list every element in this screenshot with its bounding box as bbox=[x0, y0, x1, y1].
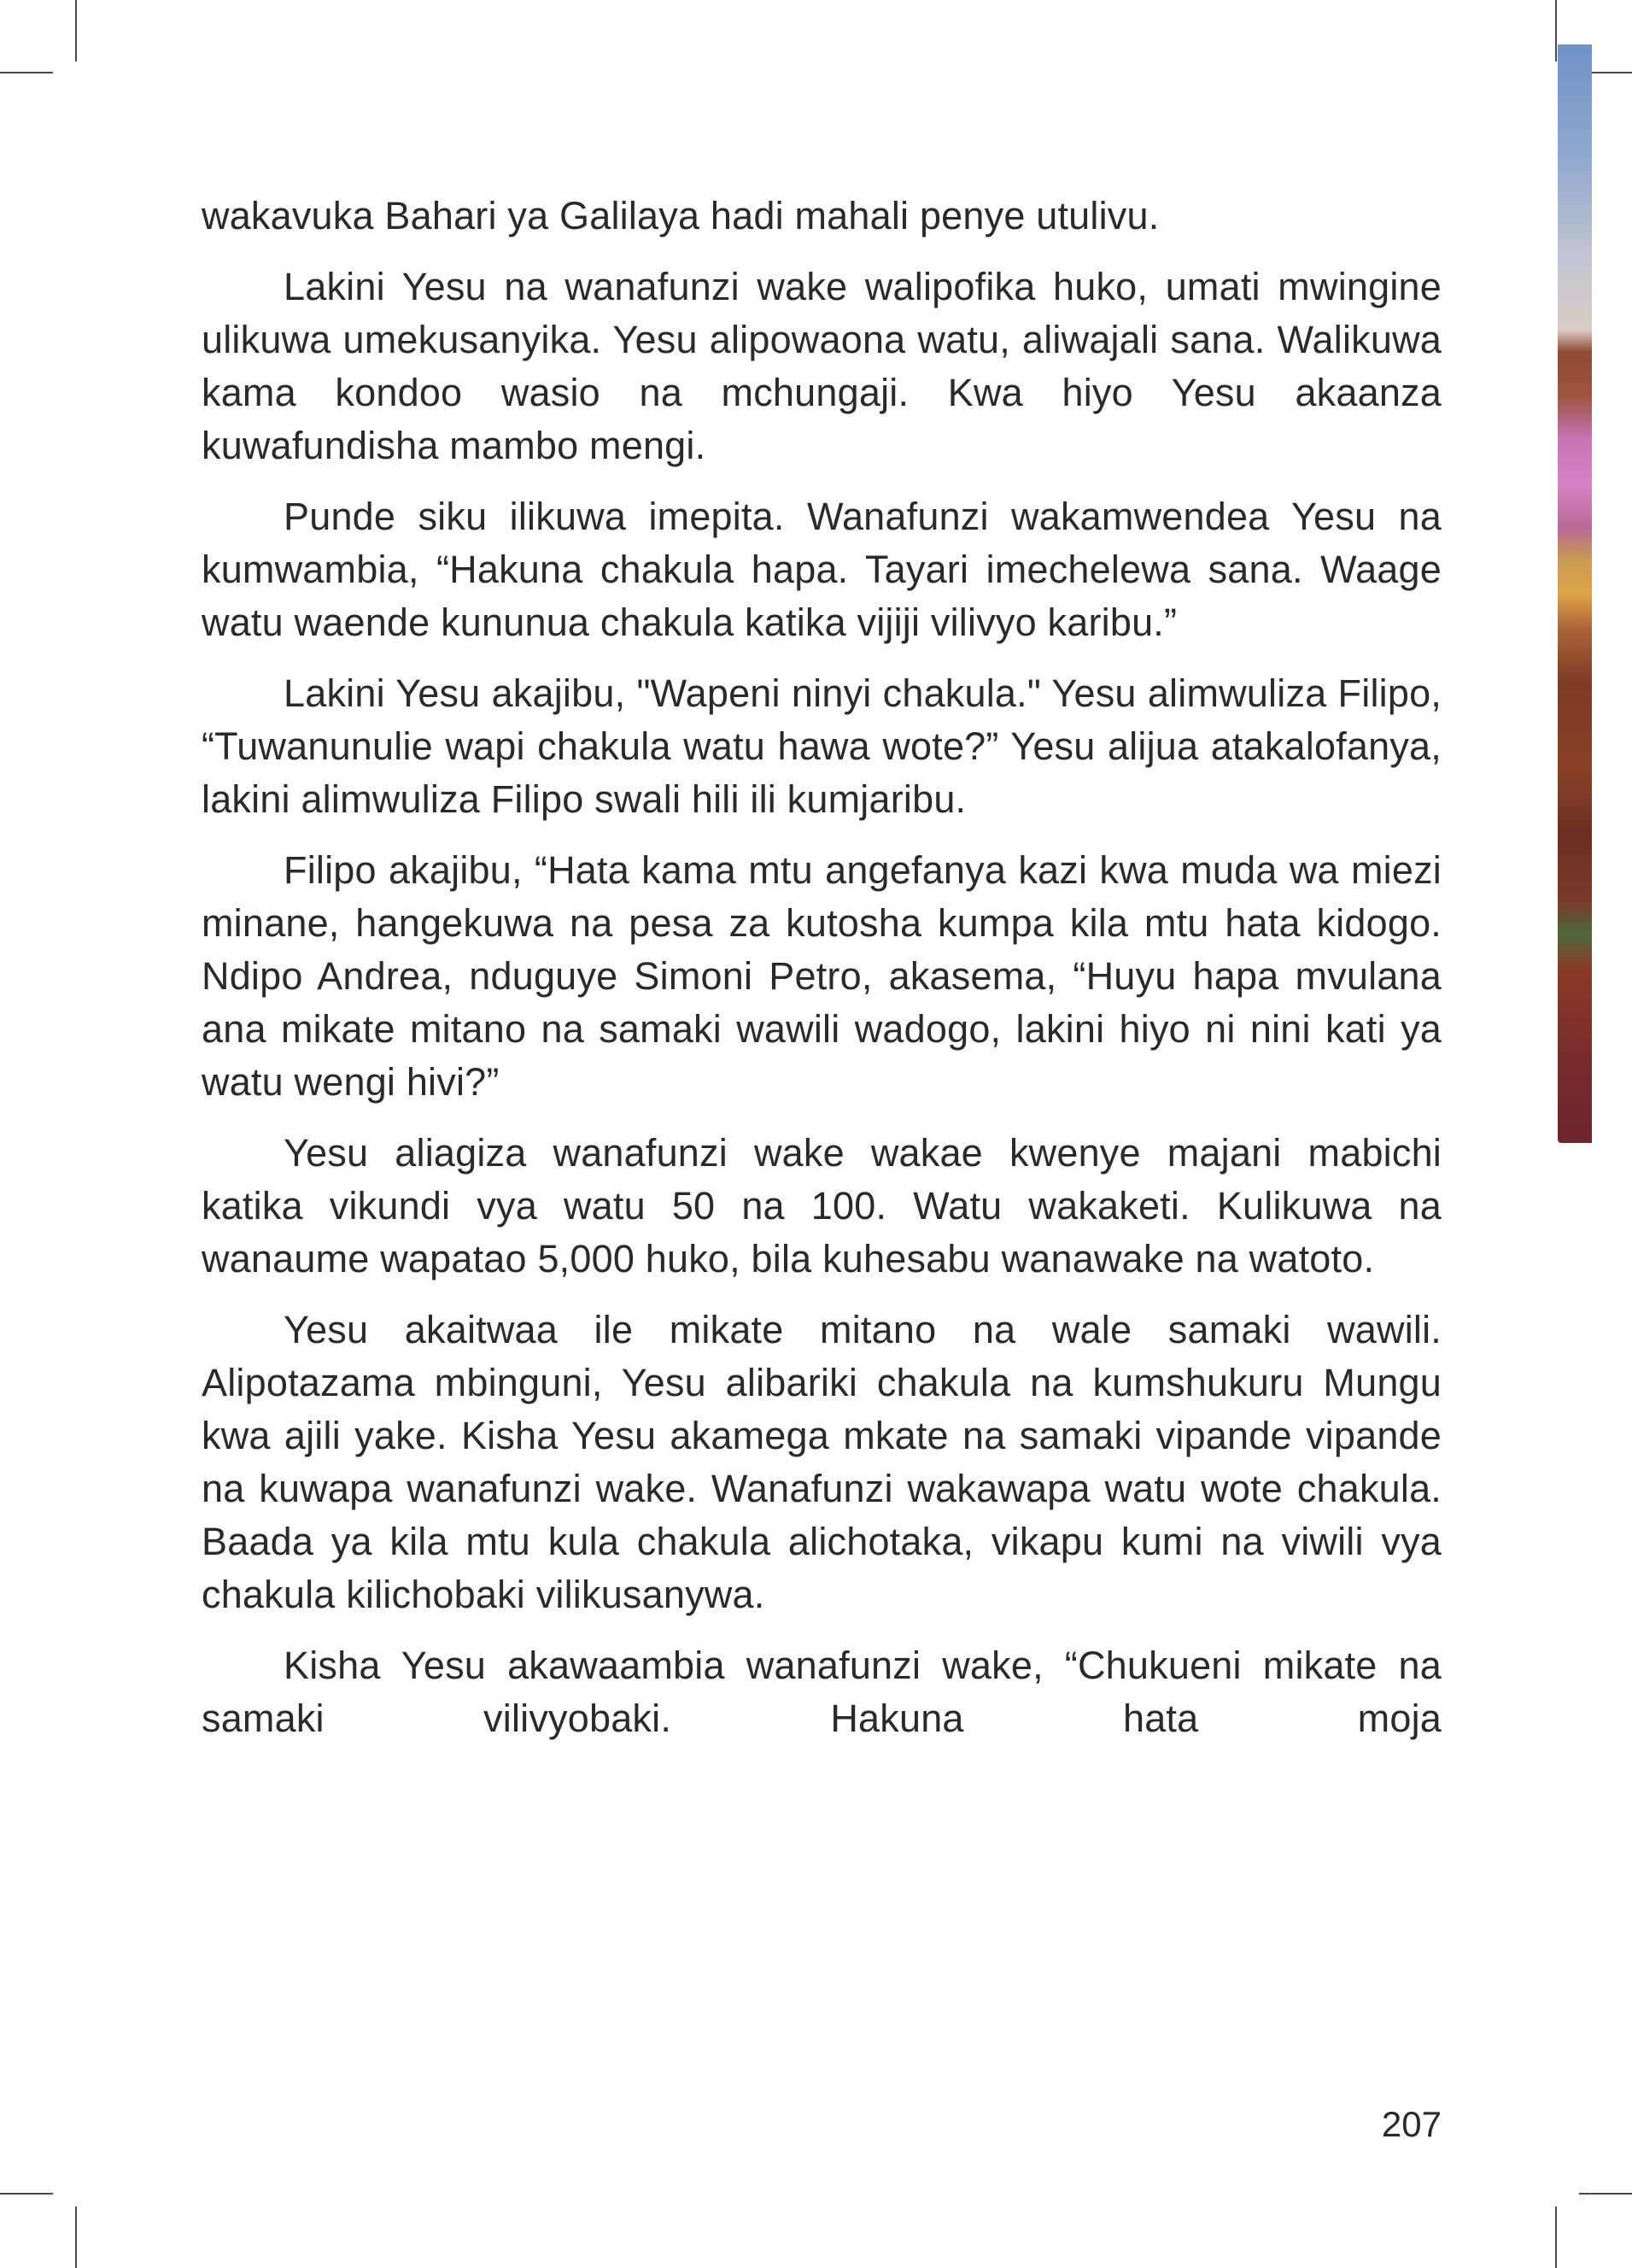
paragraph-5: Filipo akajibu, “Hata kama mtu angefanya kazi kwa muda wa miezi minane, hangekuwa na pesa za kutosha kumpa kila mtu hata kidogo. Ndipo Andrea, nduguye Simoni Petro, akasema, “Huyu hapa mvulana ana mikate mitano na samaki wawili wadogo, lakini hiyo ni nini kati ya watu wengi hivi?” bbox=[202, 848, 1442, 1104]
crop-mark-bottom-left-horizontal bbox=[0, 2193, 53, 2195]
page-body bbox=[202, 190, 1442, 1763]
crop-mark-bottom-right-vertical bbox=[1555, 2206, 1557, 2268]
crop-mark-top-right-vertical bbox=[1555, 0, 1557, 62]
crop-mark-bottom-left-vertical bbox=[75, 2206, 77, 2268]
paragraph-7: Yesu akaitwaa ile mikate mitano na wale samaki wawili. Alipotazama mbinguni, Yesu alibariki chakula na kumshukuru Mungu kwa ajili yake. Kisha Yesu akamega mkate na samaki vipande vipande na kuwapa wanafunzi wake. Wanafunzi wakawapa watu wote chakula. Baada ya kila mtu kula chakula alichotaka, vikapu kumi na viwili vya chakula kilichobaki vilikusanywa. bbox=[202, 1308, 1442, 1616]
paragraph-2: Lakini Yesu na wanafunzi wake walipofika huko, umati mwingine ulikuwa umekusanyika. Yesu alipowaona watu, aliwajali sana. Walikuwa kama kondoo wasio na mchungaji. Kwa hiyo Yesu akaanza kuwafundisha mambo mengi. bbox=[202, 265, 1442, 467]
page-number: 207 bbox=[1381, 2104, 1442, 2144]
paragraph-6: Yesu aliagiza wanafunzi wake wakae kwenye majani mabichi katika vikundi vya watu 50 na 100. Watu wakaketi. Kulikuwa na wanaume wapatao 5,000 huko, bila kuhesabu wanawake na watoto. bbox=[202, 1131, 1442, 1281]
paragraph-3: Punde siku ilikuwa imepita. Wanafunzi wakamwendea Yesu na kumwambia, “Hakuna chakula hapa. Tayari imechelewa sana. Waage watu waende kununua chakula katika vijiji vilivyo karibu.” bbox=[202, 495, 1442, 644]
paragraph-1: wakavuka Bahari ya Galilaya hadi mahali penye utulivu. bbox=[202, 194, 1160, 237]
crop-mark-top-left-horizontal bbox=[0, 72, 53, 73]
crop-mark-top-left-vertical bbox=[75, 0, 77, 62]
paragraph-8: Kisha Yesu akawaambia wanafunzi wake, “Chukueni mikate na samaki vilivyobaki. Hakuna hata moja bbox=[202, 1644, 1442, 1740]
illustration-bleed-strip bbox=[1558, 44, 1592, 1143]
paragraph-4: Lakini Yesu akajibu, "Wapeni ninyi chakula." Yesu alimwuliza Filipo, “Tuwanunulie wapi chakula watu hawa wote?” Yesu alijua atakalofanya, lakini alimwuliza Filipo swali hili ili kumjaribu. bbox=[202, 671, 1442, 821]
crop-mark-bottom-right-horizontal bbox=[1579, 2193, 1632, 2195]
